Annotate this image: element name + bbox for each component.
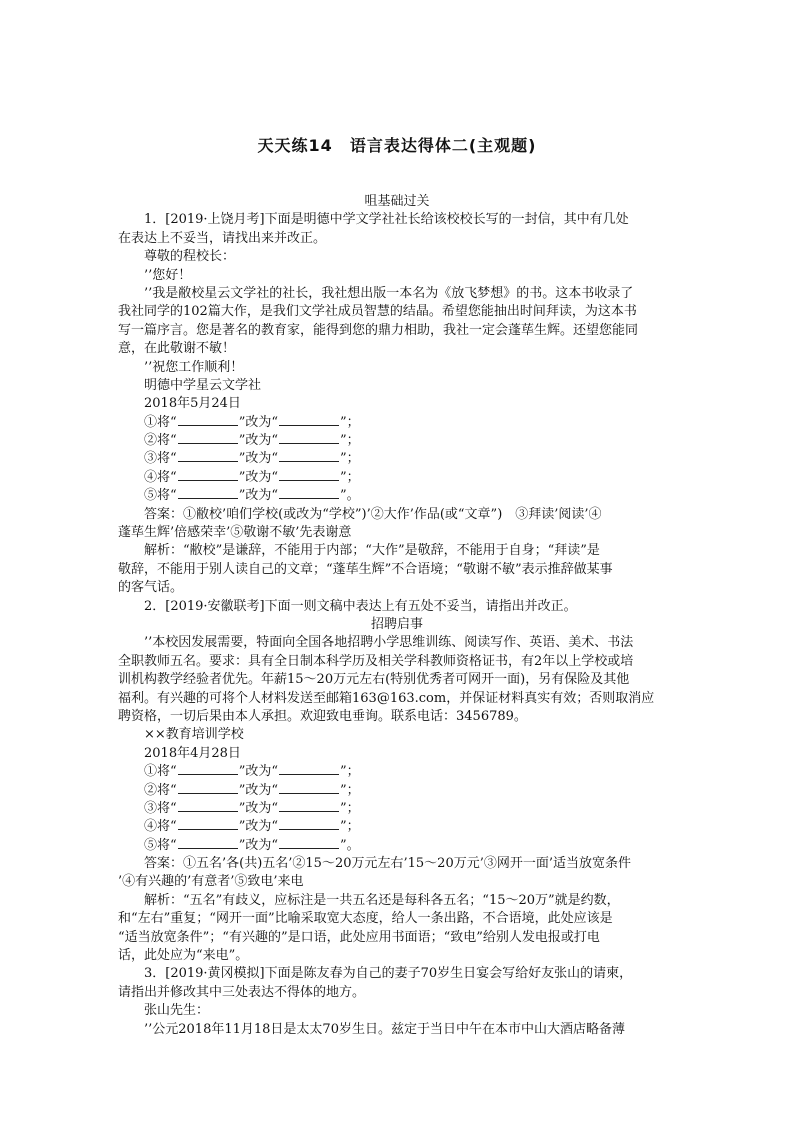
document-body (118, 193, 676, 1039)
answer-blank[interactable] (279, 414, 339, 426)
answer-text: 蓬荜生辉’倍感荣幸’⑤敬谢不敏’先表谢意 (118, 525, 352, 541)
answer-blank[interactable] (279, 818, 339, 830)
analysis-text: 的客气话。 (118, 580, 184, 596)
analysis-text: 解析：“五名”有歧义，应标注是一共五名还是每科各五名；“15～20万”就是约数， (144, 892, 620, 908)
answer-text: 答案：①敝校’咱们学校(或改为“学校”)’②大作’作品(或“文章”) ③拜读’阅读’④ (144, 506, 602, 522)
fill-blank-line: ①将“ ”改为“ ”； (144, 414, 360, 430)
answer-blank[interactable] (178, 414, 238, 426)
notice-line: 聘资格，一切后果由本人承担。欢迎致电垂询。联系电话：3456789。 (118, 708, 527, 724)
notice-date: 2018年4月28日 (144, 745, 241, 761)
answer-text: ’④有兴趣的’有意者’⑤致电’来电 (118, 874, 304, 890)
letter-date: 2018年5月24日 (144, 396, 241, 412)
answer-blank[interactable] (178, 837, 238, 849)
answer-blank[interactable] (178, 432, 238, 444)
answer-blank[interactable] (178, 800, 238, 812)
notice-line: 训机构教学经验者优先。年薪15～20万元左右(特别优秀者可网开一面)，另有保险及其他 (118, 672, 630, 688)
answer-blank[interactable] (279, 450, 339, 462)
fill-blank-line: ②将“ ”改为“ ”； (144, 433, 360, 449)
analysis-text: 解析：“敝校”是谦辞，不能用于内部；“大作”是敬辞，不能用于自身；“拜读”是 (144, 543, 600, 559)
letter-signature: 明德中学星云文学社 (144, 377, 262, 393)
analysis-text: 敬辞，不能用于别人读自己的文章；“蓬荜生辉”不合语境；“敬谢不敏”表示推辞做某事 (118, 561, 613, 577)
letter-line: 尊敬的程校长： (144, 249, 236, 265)
notice-title: 招聘启事 (370, 616, 423, 632)
answer-blank[interactable] (178, 782, 238, 794)
answer-blank[interactable] (279, 432, 339, 444)
fill-blank-group (118, 414, 676, 506)
letter-line: 张山先生： (144, 1003, 210, 1019)
fill-blank-group (118, 763, 676, 855)
fill-blank-line: ④将“ ”改为“ ”； (144, 469, 360, 485)
page-title: 天天练14 语言表达得体二(主观题) (257, 136, 537, 155)
fill-blank-line: ④将“ ”改为“ ”； (144, 819, 360, 835)
fill-blank-line: ③将“ ”改为“ ”； (144, 800, 360, 816)
fill-blank-line: ⑤将“ ”改为“ ”。 (144, 488, 360, 504)
answer-blank[interactable] (178, 818, 238, 830)
section-heading: 咀基础过关 (364, 194, 430, 209)
analysis-text: “适当放宽条件”；“有兴趣的”是口语，此处应用书面语；“致电”给别人发电报或打电 (118, 929, 600, 945)
notice-line: 全职教师五名。要求：具有全日制本科学历及相关学科教师资格证书，有2年以上学校或培 (118, 653, 634, 669)
letter-line: ’’祝您工作顺利！ (144, 359, 244, 375)
letter-line: ’’我是敝校星云文学社的社长，我社想出版一本名为《放飞梦想》的书。这本书收录了 (144, 285, 634, 301)
answer-blank[interactable] (279, 800, 339, 812)
letter-line: 我社同学的102篇大作，是我们文学社成员智慧的结晶。希望您能抽出时间拜读，为这本书 (118, 304, 637, 320)
answer-blank[interactable] (279, 837, 339, 849)
letter-line: ’’您好！ (144, 267, 192, 283)
question-1-stem: 1．[2019·上饶月考]下面是明德中学文学社社长给该校校长写的一封信，其中有几处 (144, 212, 629, 228)
question-3-stem: 请指出并修改其中三处表达不得体的地方。 (118, 984, 366, 1000)
analysis-text: 话，此处应为“来电”。 (118, 948, 249, 964)
question-1-stem: 在表达上不妥当，请找出来并改正。 (118, 230, 327, 246)
answer-blank[interactable] (279, 487, 339, 499)
answer-blank[interactable] (279, 782, 339, 794)
answer-blank[interactable] (178, 763, 238, 775)
letter-line: 写一篇序言。您是著名的教育家，能得到您的鼎力相助，我社一定会蓬荜生辉。还望您能同 (118, 322, 639, 338)
answer-blank[interactable] (178, 487, 238, 499)
answer-blank[interactable] (279, 763, 339, 775)
fill-blank-line: ③将“ ”改为“ ”； (144, 451, 360, 467)
question-2-stem: 2．[2019·安徽联考]下面一则文稿中表达上有五处不妥当，请指出并改正。 (144, 598, 577, 614)
analysis-text: 和“左右”重复；“网开一面”比喻采取宽大态度，给人一条出路，不合语境，此处应该是 (118, 911, 613, 927)
fill-blank-line: ⑤将“ ”改为“ ”。 (144, 837, 360, 853)
answer-blank[interactable] (178, 450, 238, 462)
fill-blank-line: ①将“ ”改为“ ”； (144, 764, 360, 780)
answer-text: 答案：①五名’各(共)五名’②15～20万元左右’15～20万元’③网开一面’适当放宽条件 (144, 856, 631, 872)
notice-line: 福利。有兴趣的可将个人材料发送至邮箱163@163.com，并保证材料真实有效；否则取消应 (118, 690, 655, 706)
question-3-stem: 3．[2019·黄冈模拟]下面是陈友春为自己的妻子70岁生日宴会写给好友张山的请柬， (144, 966, 633, 982)
answer-blank[interactable] (178, 469, 238, 481)
letter-line: ’’公元2018年11月18日是太太70岁生日。兹定于当日中午在本市中山大酒店略备薄 (144, 1021, 625, 1037)
answer-blank[interactable] (279, 469, 339, 481)
notice-line: ’’本校因发展需要，特面向全国各地招聘小学思维训练、阅读写作、英语、美术、书法 (144, 635, 634, 651)
letter-line: 意，在此敬谢不敏！ (118, 341, 236, 357)
fill-blank-line: ②将“ ”改为“ ”； (144, 782, 360, 798)
notice-signature: ××教育培训学校 (144, 727, 244, 743)
